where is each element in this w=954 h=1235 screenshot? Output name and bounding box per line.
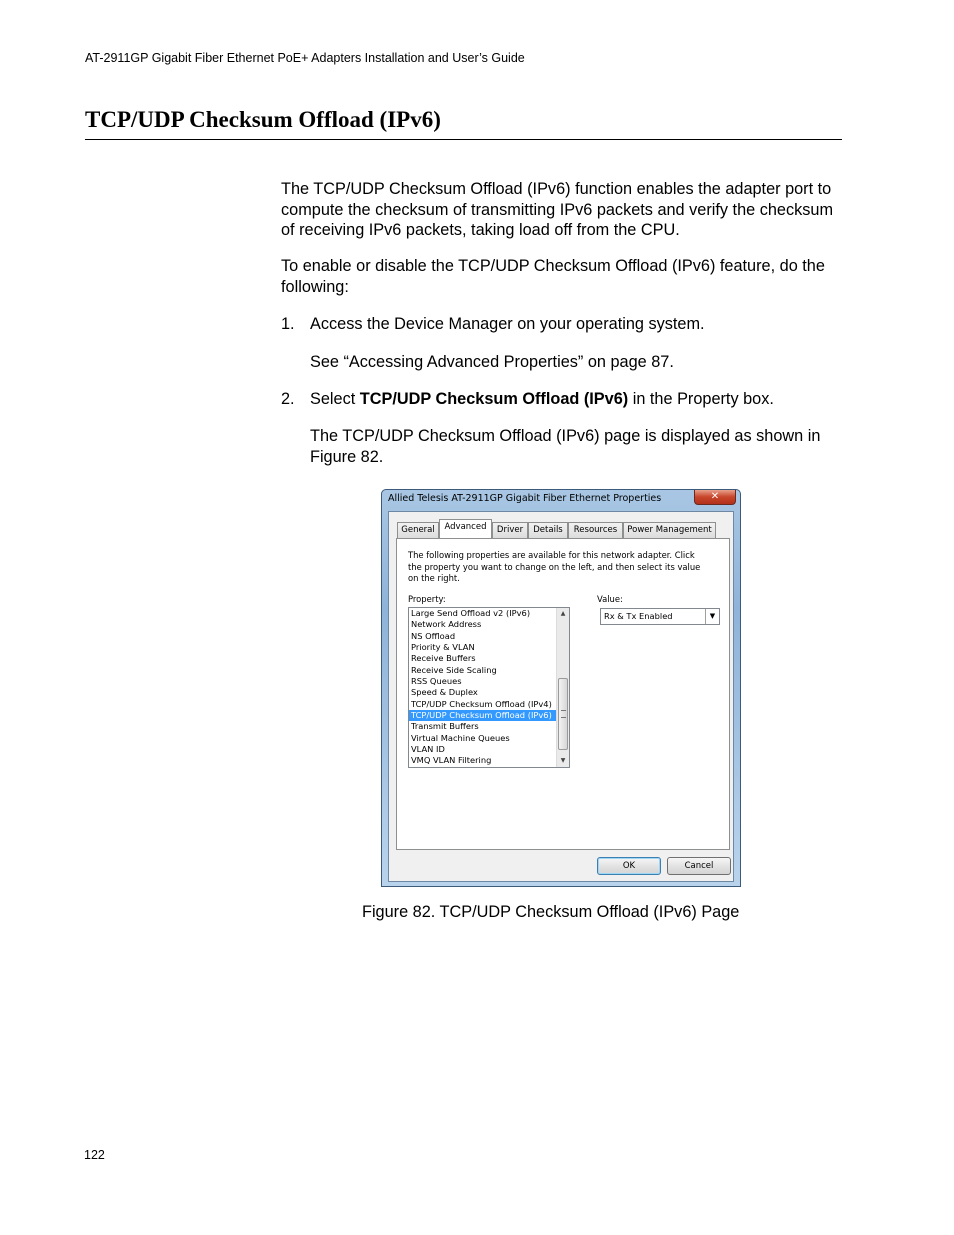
advanced-tab-panel (396, 538, 730, 850)
property-item[interactable]: Large Send Offload v2 (IPv6) (411, 608, 531, 618)
dialog-title: Allied Telesis AT-2911GP Gigabit Fiber Ethernet Properties (388, 493, 662, 504)
ok-button[interactable]: OK (597, 857, 661, 875)
value-dropdown[interactable] (600, 608, 720, 625)
section-title: TCP/UDP Checksum Offload (IPv6) (85, 107, 441, 132)
down-arrow-icon[interactable]: ▼ (560, 757, 566, 764)
step-2-text-after: in the Property box. (628, 390, 774, 408)
dialog-client-area (388, 511, 734, 882)
value-label: Value: (597, 594, 623, 604)
step-1-text: Access the Device Manager on your operating system. (310, 315, 705, 333)
property-item[interactable]: Receive Side Scaling (411, 664, 497, 675)
step-2-note: The TCP/UDP Checksum Offload (IPv6) page is displayed as shown in Figure 82. (310, 427, 821, 466)
value-selected: Rx & Tx Enabled (604, 611, 673, 621)
step-2-number: 2. (281, 390, 295, 408)
tab-power-management[interactable]: Power Management (623, 522, 716, 538)
property-item[interactable]: TCP/UDP Checksum Offload (IPv6) (409, 710, 556, 721)
property-scrollbar[interactable] (556, 608, 569, 767)
property-listbox[interactable] (408, 607, 570, 768)
cancel-button[interactable]: Cancel (667, 857, 731, 875)
running-header: AT-2911GP Gigabit Fiber Ethernet PoE+ Adapters Installation and User’s Guide (85, 51, 525, 65)
property-item[interactable]: TCP/UDP Checksum Offload (IPv4) (411, 698, 552, 709)
property-label: Property: (408, 594, 446, 604)
step-2-text-before: Select (310, 390, 360, 408)
property-item[interactable]: Network Address (411, 619, 482, 630)
page-number: 122 (84, 1148, 105, 1162)
intro-paragraph: The TCP/UDP Checksum Offload (IPv6) function enables the adapter port to compute the checksum of transmitting IPv6 packets and verify the checksum of receiving IPv6 packets, taking load off from the CPU. (281, 180, 834, 239)
property-item[interactable]: VLAN ID (411, 744, 445, 755)
step-1-number: 1. (281, 315, 295, 333)
step-2-text (310, 389, 843, 410)
title-rule (85, 139, 842, 140)
property-item[interactable]: Virtual Machine Queues (411, 732, 510, 743)
figure-caption: Figure 82. TCP/UDP Checksum Offload (IPv6) Page (362, 903, 740, 921)
property-item[interactable]: Priority & VLAN (411, 642, 475, 653)
property-item[interactable]: VMQ VLAN Filtering (411, 755, 492, 766)
panel-description: The following properties are available for this network adapter. Click the property you want to change on the left, and then select its value on the right. (408, 550, 701, 583)
up-arrow-icon[interactable]: ▲ (560, 610, 566, 617)
close-button[interactable] (694, 490, 736, 505)
property-item[interactable]: Speed & Duplex (411, 687, 478, 698)
tab-resources[interactable]: Resources (568, 522, 623, 538)
instruction-paragraph: To enable or disable the TCP/UDP Checksum Offload (IPv6) feature, do the following: (281, 257, 825, 296)
step-1-note: See “Accessing Advanced Properties” on page 87. (310, 353, 674, 371)
tab-driver[interactable]: Driver (492, 522, 528, 538)
property-list (409, 608, 556, 767)
properties-dialog (381, 489, 741, 887)
property-item[interactable]: NS Offload (411, 630, 456, 641)
dialog-titlebar[interactable] (382, 490, 740, 511)
property-item[interactable]: RSS Queues (411, 676, 462, 687)
tab-details[interactable]: Details (528, 522, 568, 538)
property-item[interactable]: Transmit Buffers (411, 721, 479, 732)
tab-advanced[interactable]: Advanced (439, 519, 492, 538)
step-2-text-bold: TCP/UDP Checksum Offload (IPv6) (359, 390, 629, 408)
property-item[interactable]: Receive Buffers (411, 653, 476, 664)
close-icon: ✕ (710, 491, 720, 502)
chevron-down-icon[interactable]: ▼ (705, 609, 719, 624)
tab-general[interactable]: General (397, 522, 439, 538)
scroll-thumb[interactable] (558, 678, 568, 750)
grip-icon (561, 710, 566, 718)
